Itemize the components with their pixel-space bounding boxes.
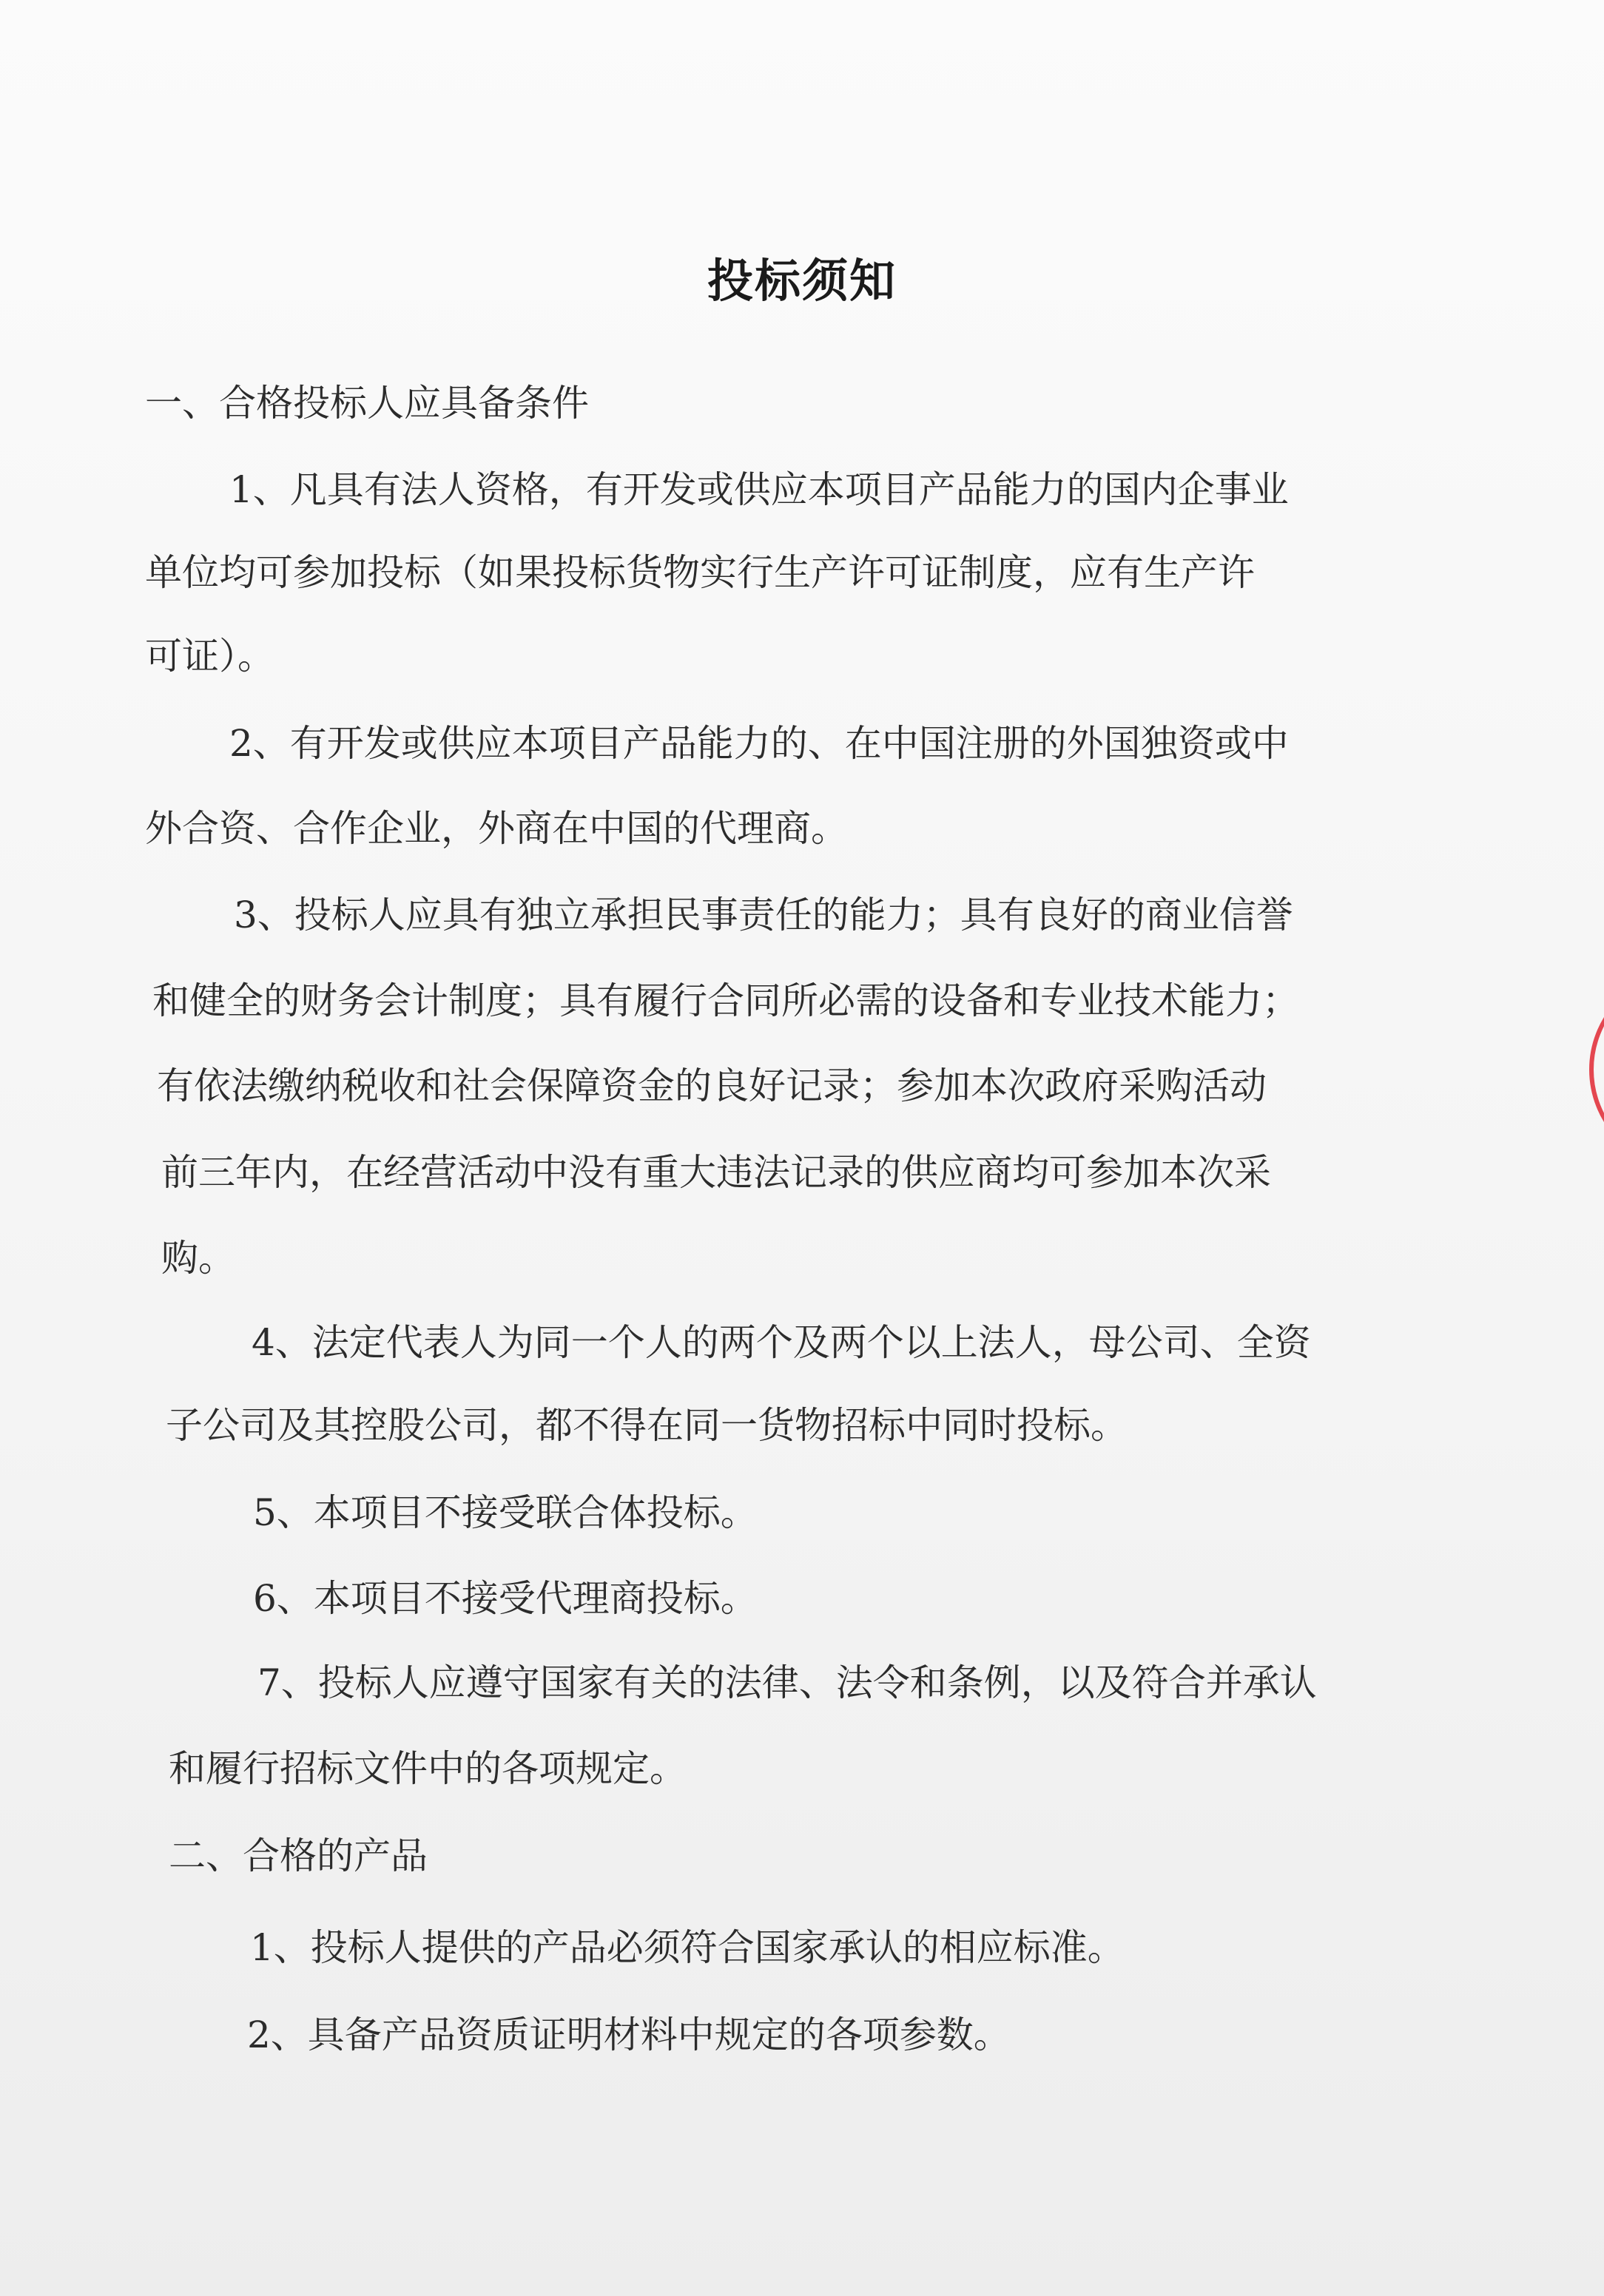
text-line: 5、本项目不接受联合体投标。	[253, 1491, 758, 1534]
text-line: 子公司及其控股公司，都不得在同一货物招标中同时投标。	[166, 1404, 1128, 1447]
text-line: 和履行招标文件中的各项规定。	[169, 1747, 687, 1790]
text-line: 2、具备产品资质证明材料中规定的各项参数。	[247, 2013, 1011, 2056]
text-line: 可证）。	[145, 635, 274, 678]
red-seal-stamp	[1589, 969, 1604, 1170]
text-line: 单位均可参加投标（如果投标货物实行生产许可证制度，应有生产许	[145, 551, 1255, 594]
text-line: 1、投标人提供的产品必须符合国家承认的相应标准。	[250, 1926, 1125, 1969]
text-line: 4、法定代表人为同一个人的两个及两个以上法人，母公司、全资	[252, 1321, 1311, 1364]
text-line: 购。	[161, 1237, 235, 1280]
document-title: 投标须知	[707, 254, 897, 308]
text-line: 6、本项目不接受代理商投标。	[253, 1577, 758, 1620]
text-line: 和健全的财务会计制度；具有履行合同所必需的设备和专业技术能力；	[152, 979, 1299, 1022]
text-line: 3、投标人应具有独立承担民事责任的能力；具有良好的商业信誉	[234, 894, 1293, 936]
section-heading: 二、合格的产品	[169, 1834, 428, 1877]
text-line: 1、凡具有法人资格，有开发或供应本项目产品能力的国内企事业	[229, 468, 1289, 511]
text-line: 前三年内，在经营活动中没有重大违法记录的供应商均可参加本次采	[161, 1151, 1271, 1194]
section-heading: 一、合格投标人应具备条件	[145, 382, 589, 425]
text-line: 2、有开发或供应本项目产品能力的、在中国注册的外国独资或中	[229, 722, 1289, 765]
text-line: 有依法缴纳税收和社会保障资金的良好记录；参加本次政府采购活动	[157, 1064, 1267, 1107]
text-line: 7、投标人应遵守国家有关的法律、法令和条例，以及符合并承认	[257, 1661, 1317, 1704]
text-line: 外合资、合作企业，外商在中国的代理商。	[145, 807, 848, 850]
